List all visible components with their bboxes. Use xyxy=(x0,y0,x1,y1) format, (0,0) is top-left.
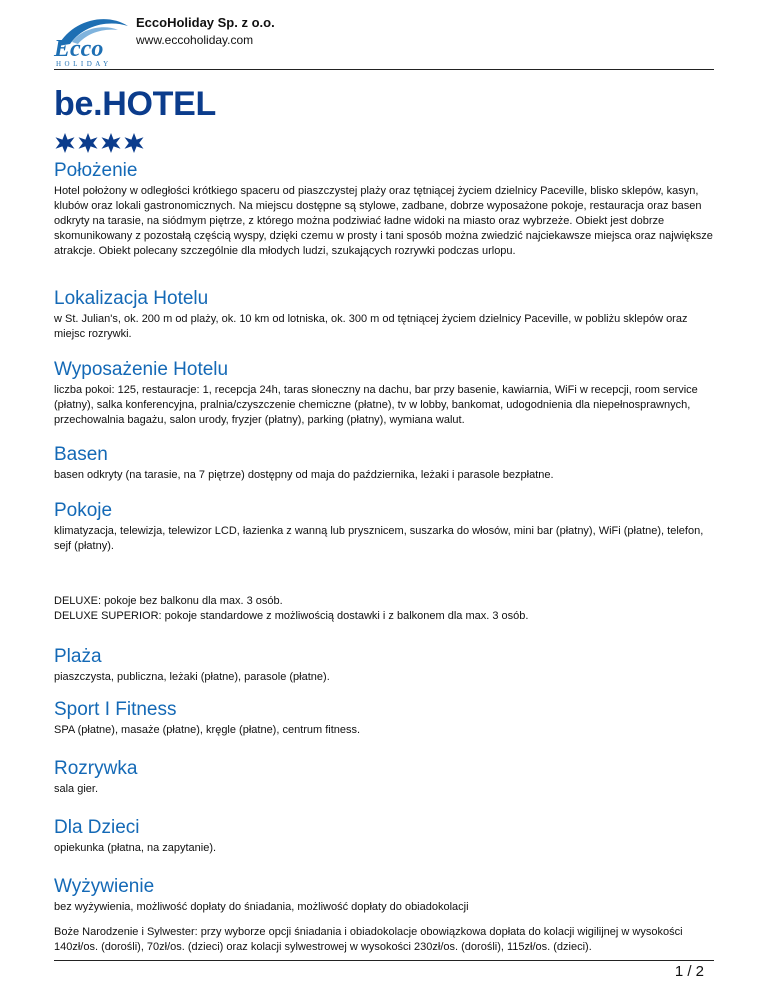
section-text: w St. Julian's, ok. 200 m od plaży, ok. 10 km od lotniska, ok. 300 m od tętniącej życiem dzielnicy Paceville, w pobliżu sklepów oraz miejsc rozrywki. xyxy=(54,313,688,340)
section-title: Lokalizacja Hotelu xyxy=(54,288,209,309)
star-icon xyxy=(123,132,145,154)
section-text: bez wyżywienia, możliwość dopłaty do śniadania, możliwość dopłaty do obiadokolacji xyxy=(54,901,469,913)
section xyxy=(54,444,714,483)
section-title: Plaża xyxy=(54,646,102,667)
section-text: DELUXE SUPERIOR: pokoje standardowe z możliwością dostawki i z balkonem dla max. 3 osób. xyxy=(54,610,529,622)
section-title: Pokoje xyxy=(54,500,113,521)
header-divider xyxy=(54,69,714,70)
section xyxy=(54,817,714,856)
sections xyxy=(54,160,714,955)
section xyxy=(54,758,714,797)
dolphin-wave-logo-icon xyxy=(48,12,132,68)
section-text: liczba pokoi: 125, restauracje: 1, recepcja 24h, taras słoneczny na dachu, bar przy basenie, kawiarnia, WiFi w recepcji, room service (płatny), salka konferencyjna, pralnia/czyszczenie chemiczne (płatne), tv w lobby, bankomat, udogodnienia dla niepełnosprawnych, przechowalnia bagażu, salon urody, fryzjer (płatny), parking (płatny), wymiana walut. xyxy=(54,384,698,426)
section xyxy=(54,359,714,428)
company-url: www.eccoholiday.com xyxy=(136,33,254,47)
star-icon xyxy=(77,132,99,154)
section xyxy=(54,699,714,738)
section-text: klimatyzacja, telewizja, telewizor LCD, łazienka z wanną lub prysznicem, suszarka do włosów, mini bar (płatny), WiFi (płatne), telefon, sejf (płatny). xyxy=(54,525,704,552)
section xyxy=(54,160,714,259)
section-text: piaszczysta, publiczna, leżaki (płatne), parasole (płatne). xyxy=(54,671,330,683)
section xyxy=(54,500,714,624)
page-header xyxy=(48,12,716,68)
section-text: Boże Narodzenie i Sylwester: przy wyborze opcji śniadania i obiadokolacje obowiązkowa dopłata do kolacji wigilijnej w wysokości 140zł/os. (dorośli), 70zł/os. (dzieci) oraz kolacji sylwestrowej w wysokości 230zł/os. (dorośli), 115zł/os. (dzieci). xyxy=(54,926,683,953)
section-text: SPA (płatne), masaże (płatne), kręgle (płatne), centrum fitness. xyxy=(54,724,361,736)
hotel-title: be.HOTEL xyxy=(54,85,216,123)
section xyxy=(54,876,714,955)
section-text: opiekunka (płatna, na zapytanie). xyxy=(54,842,217,854)
hotel-stars xyxy=(54,132,714,154)
section-text: DELUXE: pokoje bez balkonu dla max. 3 osób. xyxy=(54,595,283,607)
section-title: Rozrywka xyxy=(54,758,138,779)
company-info xyxy=(136,15,275,48)
section-text: basen odkryty (na tarasie, na 7 piętrze) dostępny od maja do października, leżaki i parasole bezpłatne. xyxy=(54,469,554,481)
section xyxy=(54,288,714,342)
section-title: Wyposażenie Hotelu xyxy=(54,359,229,380)
document-body xyxy=(54,84,714,955)
page-number: 1 / 2 xyxy=(674,963,704,980)
footer-divider xyxy=(54,960,714,961)
section-title: Położenie xyxy=(54,160,138,181)
section-title: Dla Dzieci xyxy=(54,817,140,838)
logo-text: Ecco xyxy=(54,36,104,62)
logo-subtext: HOLIDAY xyxy=(56,60,112,68)
section-title: Basen xyxy=(54,444,108,465)
section-text: Hotel położony w odległości krótkiego spaceru od piaszczystej plaży oraz tętniącej życiem dzielnicy Paceville, blisko sklepów, kasyn, klubów oraz lokali gastronomicznych. Na miejscu dostępne są stylowe, zadbane, dobrze wyposażone pokoje, restauracja oraz basen odkryty na tarasie, na siódmym piętrze, z którego można podziwiać ładne widoki na miasto oraz wybrzeże. Obiekt jest dobrze skomunikowany z pozostałą częścią wyspy, dzięki czemu w prosty i tani sposób można zwiedzić najciekawsze miejsca oraz największe atrakcje. Obiekt polecany szczególnie dla młodych ludzi, szukających rozrywki podczas urlopu. xyxy=(54,185,713,257)
section xyxy=(54,646,714,685)
company-name: EccoHoliday Sp. z o.o. xyxy=(136,15,275,30)
section-title: Sport I Fitness xyxy=(54,699,177,720)
section-text: sala gier. xyxy=(54,783,99,795)
section-title: Wyżywienie xyxy=(54,876,155,897)
star-icon xyxy=(100,132,122,154)
star-icon xyxy=(54,132,76,154)
